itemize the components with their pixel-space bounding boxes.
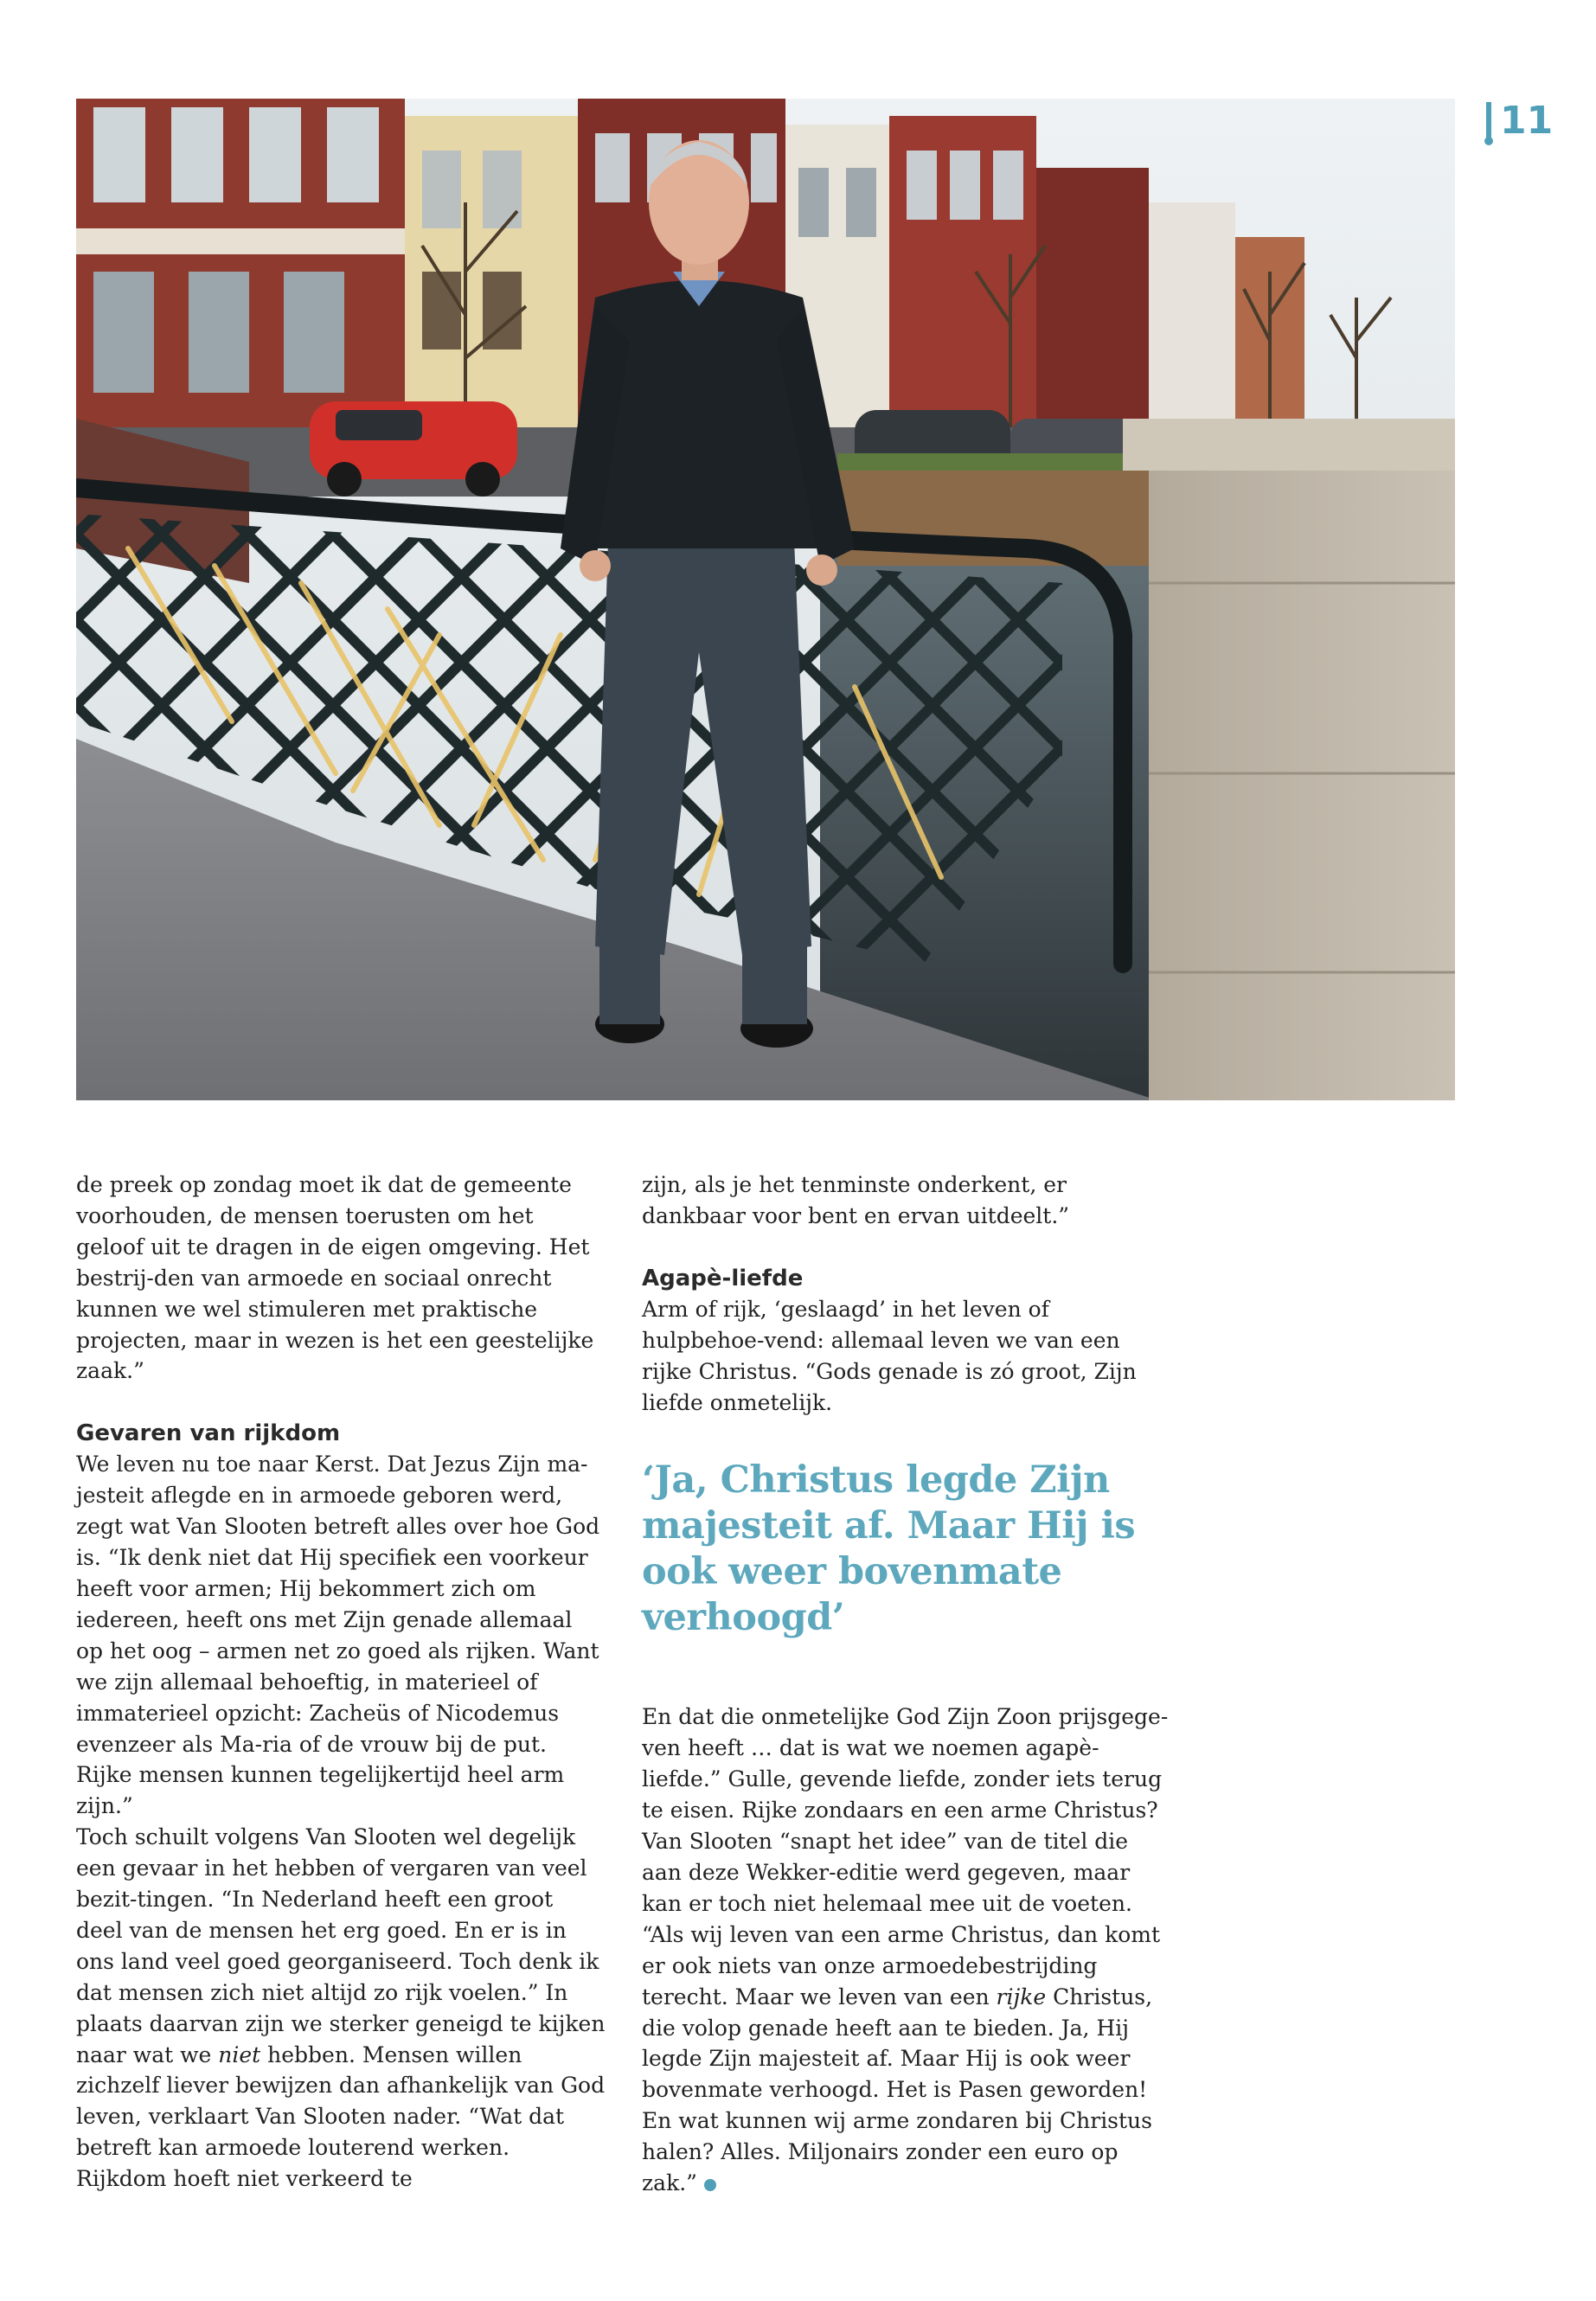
text-run: Toch schuilt volgens Van Slooten wel degelijk een gevaar in het hebben of vergaren van veel bezit-tingen. “In Nederland heeft een groot deel van de mensen het erg goed. En er is in ons land veel goed georganiseerd. Toch denk ik dat mensen zich niet altijd zo rijk voelen.” In plaats daarvan zijn we sterker geneigd te kijken naar wat we [76, 1824, 606, 2067]
text-run: Christus, die volop genade heeft aan te bieden. Ja, Hij legde Zijn majesteit af. Maar Hij is ook weer bovenmate verhoogd. Het is Pasen geworden! En wat kunnen wij arme zondaren bij Christus halen? Alles. Miljonairs zonder een euro op zak.” [642, 1984, 1153, 2196]
body-paragraph [76, 1822, 606, 2195]
emphasis-text: rijke [996, 1984, 1047, 2009]
pull-quote: ‘Ja, Christus legde Zijn majesteit af. Maar Hij is ook weer bovenmate verhoogd’ [642, 1458, 1136, 1640]
body-paragraph: de preek op zondag moet ik dat de gemeente voorhouden, de mensen toerusten om het geloof uit te dragen in de eigen omgeving. Het bestrij-den van armoede en sociaal onrecht kunnen we wel stimuleren met praktische projecten, maar in wezen is het een geestelijke zaak.” [76, 1172, 594, 1384]
section-heading-gevaren: Gevaren van rijkdom [76, 1420, 341, 1447]
body-paragraph: We leven nu toe naar Kerst. Dat Jezus Zijn ma-jesteit aflegde en in armoede geboren werd, zegt wat Van Slooten betreft alles over hoe God is. “Ik denk niet dat Hij specifiek een voorkeur heeft voor armen; Hij bekommert zich om iedereen, heeft ons met Zijn genade allemaal op het oog – armen net zo goed als rijken. Want we zijn allemaal behoeftig, in materieel of immaterieel opzicht: Zacheüs of Nicodemus evenzeer als Ma-ria of de vrouw bij de put. Rijke mensen kunnen tegelijkertijd heel arm zijn.” [76, 1452, 600, 1819]
end-dot-icon [704, 2179, 716, 2191]
page-number [1486, 97, 1553, 145]
man-on-bridge-photo [76, 99, 1455, 1100]
text-run: En dat die onmetelijke God Zijn Zoon prijsgege-ven heeft … dat is wat we noemen agapè-liefde.” Gulle, gevende liefde, zonder iets terug te eisen. Rijke zondaars en een arme Christus? Van Slooten “snapt het idee” van de titel die aan deze Wekker-editie werd gegeven, maar kan er toch niet helemaal mee uit de voeten. “Als wij leven van een arme Christus, dan komt er ook niets van onze armoedebestrijding terecht. Maar we leven van een [642, 1704, 1169, 2009]
right-column [642, 1170, 1171, 2199]
body-paragraph [642, 1702, 1171, 2199]
section-heading-agape: Agapè-liefde [642, 1265, 804, 1292]
body-paragraph: Arm of rijk, ‘geslaagd’ in het leven of hulpbehoe-vend: allemaal leven we van een rijke Christus. “Gods genade is zó groot, Zijn liefde onmetelijk. [642, 1296, 1137, 1415]
body-paragraph: zijn, als je het tenminste onderkent, er dankbaar voor bent en ervan uitdeelt.” [642, 1172, 1070, 1228]
page-marker-bar [1486, 102, 1491, 138]
page-number-text: 11 [1500, 99, 1554, 143]
emphasis-text: niet [218, 2041, 261, 2067]
text-run: hebben. Mensen willen zichzelf liever bewijzen dan afhankelijk van God leven, verklaart Van Slooten nader. “Wat dat betreft kan armoede louterend werken. Rijkdom hoeft niet verkeerd te [76, 2041, 606, 2192]
left-column [76, 1170, 606, 2195]
